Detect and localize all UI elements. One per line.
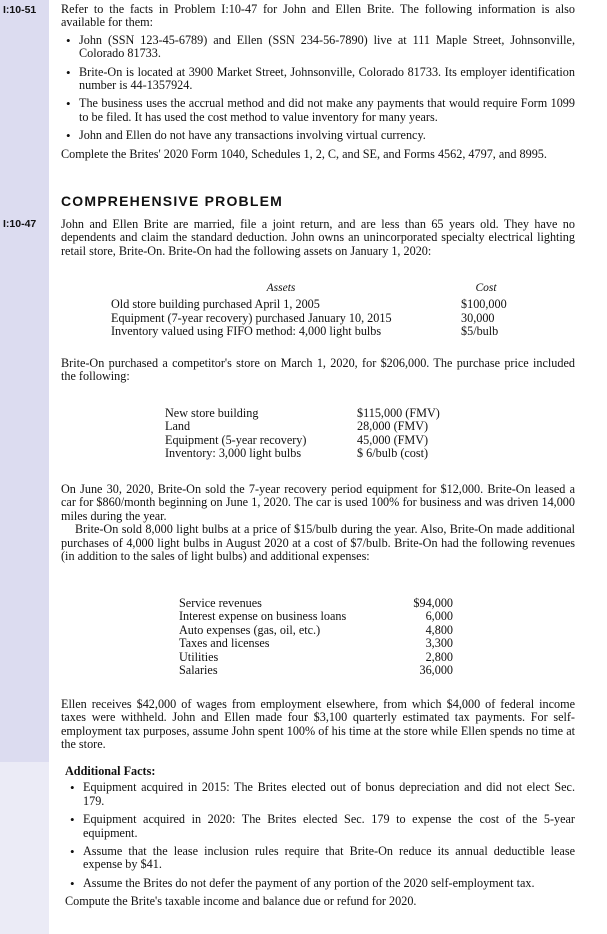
list-item: • Equipment acquired in 2015: The Brites elected out of bonus depreciation and did not elect Sec. 179. (65, 781, 575, 808)
purchase-text: Brite-On purchased a competitor's store on March 1, 2020, for $206,000. The purchase price included the following: (61, 356, 575, 384)
margin-sidebar-lower (0, 762, 49, 934)
table-row (165, 434, 485, 447)
additional-facts-list (65, 781, 575, 890)
problem-a-intro: Refer to the facts in Problem I:10-47 for John and Ellen Brite. The following information is also available for them: (61, 2, 575, 30)
table-row (165, 407, 485, 420)
table-cell: 6,000 (425, 609, 453, 624)
table-cell: Old store building purchased April 1, 2005 (111, 297, 320, 312)
revenue-table (179, 597, 453, 677)
list-item: • Brite-On is located at 3900 Market Street, Johnsonville, Colorado 81733. Its employer identification number is 44-1357924. (61, 66, 575, 93)
table-row (111, 325, 521, 338)
additional-facts-heading: Additional Facts: (65, 764, 156, 778)
problem-a-bullets (61, 34, 575, 143)
narrative-paragraph-1: On June 30, 2020, Brite-On sold the 7-year recovery period equipment for $12,000. Brite-On leased a car for $860/month beginning on June 1, 2020. The car is used 100% for business and was driven 14,000 miles during the year. (61, 482, 575, 523)
list-item: • Assume that the lease inclusion rules require that Brite-On reduce its annual deductible lease expense by $41. (65, 845, 575, 872)
table-cell: New store building (165, 406, 259, 420)
wages-block (61, 698, 575, 752)
problem-b-intro: John and Ellen Brite are married, file a joint return, and are less than 65 years old. They have no dependents and claim the standard deduction. John owns an unincorporated specialty electrical lighting retail store, Brite-On. Brite-On had the following assets on January 1, 2020: (61, 217, 575, 258)
problem-number-b: I:10-47 (3, 218, 37, 230)
narrative-block (61, 483, 575, 563)
table-cell: Utilities (179, 649, 219, 664)
table-header-row (111, 282, 521, 298)
table-row (111, 312, 521, 325)
table-cell: Equipment (7-year recovery) purchased January 10, 2015 (111, 310, 392, 325)
problem-a-closing: Complete the Brites' 2020 Form 1040, Schedules 1, 2, C, and SE, and Forms 4562, 4797, and 8995. (61, 146, 547, 161)
list-item: • The business uses the accrual method and did not make any payments that would require Form 1099 to be filed. It has used the cost method to value inventory for many years. (61, 97, 575, 124)
table-cell: $115,000 (FMV) (357, 406, 440, 420)
table-cell: Service revenues (179, 596, 262, 610)
assets-table (111, 282, 521, 339)
wages-paragraph: Ellen receives $42,000 of wages from employment elsewhere, from which $4,000 of federal income taxes were withheld. John and Ellen made four $3,100 quarterly estimated tax payments. For self-employment tax purposes, assume John spent 100% of his time at the store while Ellen spends no time at the store. (61, 697, 575, 752)
table-cell: Inventory: 3,000 light bulbs (165, 446, 302, 461)
table-cell: Equipment (5-year recovery) (165, 432, 307, 447)
table-cell: 30,000 (461, 310, 495, 325)
table-header: Assets (266, 282, 296, 294)
table-cell: $5/bulb (461, 324, 499, 339)
table-cell: $94,000 (413, 596, 453, 610)
additional-facts-block (65, 765, 575, 909)
table-cell: Auto expenses (gas, oil, etc.) (179, 622, 321, 637)
table-cell: 28,000 (FMV) (357, 419, 429, 434)
table-cell: Taxes and licenses (179, 636, 270, 651)
purchase-table (165, 407, 485, 461)
table-row (165, 420, 485, 433)
table-cell: Inventory valued using FIFO method: 4,000 light bulbs (111, 324, 382, 339)
table-cell: 4,800 (425, 622, 453, 637)
table-cell: 2,800 (425, 649, 453, 664)
table-row (111, 298, 521, 311)
table-row (179, 664, 453, 677)
table-cell: $100,000 (461, 297, 507, 312)
table-row (179, 624, 453, 637)
final-instruction: Compute the Brite's taxable income and balance due or refund for 2020. (65, 894, 417, 909)
table-cell: 3,300 (425, 636, 453, 651)
table-cell: Salaries (179, 663, 218, 678)
problem-b-intro-block (61, 218, 575, 258)
purchase-text-block (61, 357, 575, 384)
table-row (179, 610, 453, 623)
table-cell: $ 6/bulb (cost) (357, 446, 429, 461)
table-header: Cost (475, 282, 497, 294)
list-item: • John (SSN 123-45-6789) and Ellen (SSN 234-56-7890) live at 111 Maple Street, Johnsonville, Colorado 81733. (61, 34, 575, 61)
table-cell: 45,000 (FMV) (357, 432, 429, 447)
problem-number-a: I:10-51 (3, 4, 37, 16)
table-cell: 36,000 (419, 663, 453, 678)
section-heading: COMPREHENSIVE PROBLEM (61, 193, 283, 209)
table-row (165, 447, 485, 460)
table-row (179, 651, 453, 664)
table-cell: Interest expense on business loans (179, 609, 347, 624)
table-cell: Land (165, 419, 191, 434)
list-item: • Assume the Brites do not defer the payment of any portion of the 2020 self-employment tax. (65, 877, 575, 890)
table-row (179, 637, 453, 650)
list-item: • John and Ellen do not have any transactions involving virtual currency. (61, 129, 575, 142)
narrative-paragraph-2: Brite-On sold 8,000 light bulbs at a price of $15/bulb during the year. Also, Brite-On made additional purchases of 4,000 light bulbs in August 2020 at a cost of $7/bulb. Brite-On had the following revenues (in addition to the sales of light bulbs) and additional expenses: (61, 522, 575, 564)
table-row (179, 597, 453, 610)
list-item: • Equipment acquired in 2020: The Brites elected Sec. 179 to expense the cost of the 5-year equipment. (65, 813, 575, 840)
problem-a (61, 3, 575, 161)
